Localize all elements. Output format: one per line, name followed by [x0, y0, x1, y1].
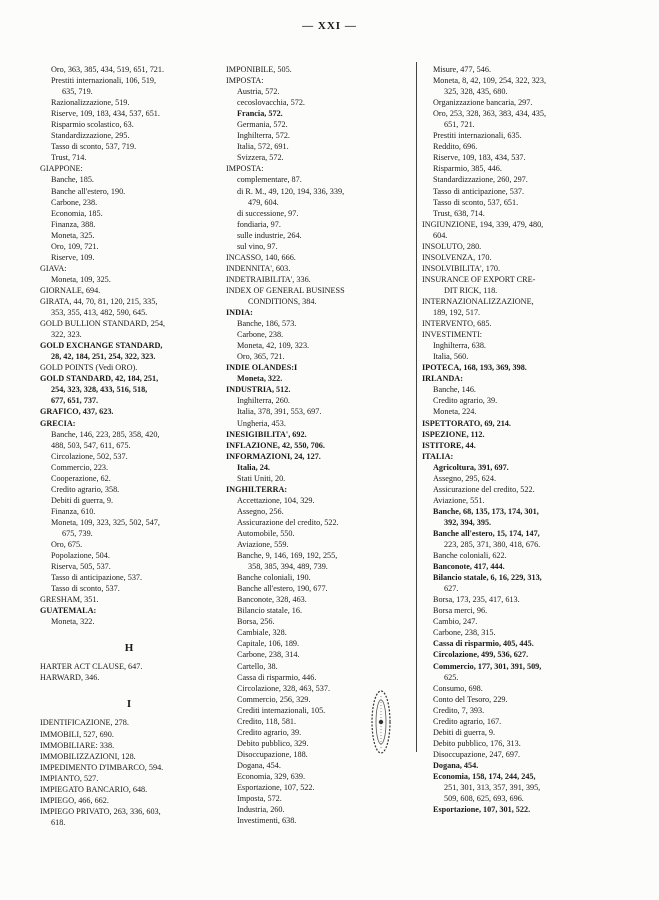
- index-subentry: Esportazione, 107, 522.: [237, 783, 315, 793]
- index-subentry: Disoccupazione, 247, 697.: [433, 749, 521, 759]
- index-heading-entry: IMPOSTA:: [226, 164, 264, 174]
- index-heading-entry: GOLD POINTS (Vedi ORO).: [40, 363, 138, 373]
- index-subentry: Banche, 185.: [51, 175, 94, 185]
- index-subentry: Moneta, 8, 42, 109, 254, 322, 323,: [433, 76, 547, 86]
- index-heading-entry: IMPIEGO, 466, 662.: [40, 795, 109, 805]
- index-column-3: [422, 64, 622, 815]
- index-subentry: 675, 739.: [62, 528, 93, 538]
- index-subentry: Debiti di guerra, 9.: [51, 495, 114, 505]
- index-heading-entry: INSOLVENZA, 170.: [422, 252, 492, 262]
- index-subentry: 479, 604.: [248, 197, 279, 207]
- index-heading-entry: INGIUNZIONE, 194, 339, 479, 480,: [422, 219, 544, 229]
- index-subentry: Commercio, 256, 329.: [237, 694, 311, 704]
- index-subentry: Trust, 714.: [51, 153, 87, 163]
- index-subentry: Francia, 572.: [237, 109, 283, 119]
- index-subentry: Italia, 24.: [237, 462, 270, 472]
- index-subentry: Oro, 109, 721.: [51, 241, 99, 251]
- index-subentry: 627.: [444, 584, 459, 594]
- index-subentry: Carbone, 238, 314.: [237, 650, 300, 660]
- index-subentry: Banche coloniali, 190.: [237, 573, 311, 583]
- index-subentry: Cooperazione, 62.: [51, 473, 111, 483]
- index-subentry: Commercio, 177, 301, 391, 509,: [433, 661, 542, 671]
- index-subentry: Banche all'estero, 190, 677.: [237, 584, 328, 594]
- index-subentry: Commercio, 223.: [51, 462, 109, 472]
- index-subentry: Stati Uniti, 20.: [237, 473, 286, 483]
- index-subentry: Trust, 638, 714.: [433, 208, 485, 218]
- column-divider: [416, 62, 417, 752]
- index-subentry: 28, 42, 184, 251, 254, 322, 323.: [51, 352, 156, 362]
- library-stamp: [366, 688, 396, 756]
- index-subentry: Borsa, 256.: [237, 617, 275, 627]
- index-heading-entry: GOLD STANDARD, 42, 184, 251,: [40, 374, 159, 384]
- index-subentry: Moneta, 322.: [237, 374, 283, 384]
- index-subentry: Circolazione, 502, 537.: [51, 451, 128, 461]
- index-subentry: di R. M., 49, 120, 194, 336, 339,: [237, 186, 345, 196]
- index-heading-entry: GRECIA:: [40, 418, 76, 428]
- index-subentry: Moneta, 109, 323, 325, 502, 547,: [51, 517, 160, 527]
- index-heading-entry: IRLANDA:: [422, 374, 463, 384]
- index-subentry: Prestiti internazionali, 106, 519,: [51, 76, 157, 86]
- index-subentry: Automobile, 550.: [237, 528, 295, 538]
- index-heading-entry: INTERVENTO, 685.: [422, 319, 492, 329]
- index-subentry: Tasso di anticipazione, 537.: [433, 186, 525, 196]
- index-subentry: Circolazione, 499, 536, 627.: [433, 650, 529, 660]
- index-heading-entry: ISTITORE, 44.: [422, 440, 476, 450]
- index-heading-entry: INTERNAZIONALIZZAZIONE,: [422, 296, 534, 306]
- index-subentry: Debito pubblico, 176, 313.: [433, 738, 521, 748]
- index-subentry: Riserva, 505, 537.: [51, 562, 111, 572]
- index-subentry: Carbone, 238.: [51, 197, 98, 207]
- index-subentry: sul vino, 97.: [237, 241, 278, 251]
- index-heading-entry: IMPIEGO PRIVATO, 263, 336, 603,: [40, 806, 161, 816]
- index-subentry: Economia, 185.: [51, 208, 103, 218]
- index-subentry: Popolazione, 504.: [51, 551, 110, 561]
- index-subentry: Tasso di anticipazione, 537.: [51, 573, 143, 583]
- index-heading-entry: INGHILTERRA:: [226, 484, 288, 494]
- index-subentry: Banche, 146, 223, 285, 358, 420,: [51, 429, 160, 439]
- index-subentry: Bilancio statale, 6, 16, 229, 313,: [433, 573, 542, 583]
- index-subentry: Cassa di risparmio, 446.: [237, 672, 317, 682]
- index-heading-entry: INDEX OF GENERAL BUSINESS: [226, 285, 345, 295]
- index-subentry: 651, 721.: [444, 120, 475, 130]
- index-subentry: Standardizzazione, 260, 297.: [433, 175, 528, 185]
- index-subentry: 223, 285, 371, 380, 418, 676.: [444, 540, 541, 550]
- index-subentry: Circolazione, 328, 463, 537.: [237, 683, 331, 693]
- index-subentry: Borsa merci, 96.: [433, 606, 488, 616]
- index-subentry: Misure, 477, 546.: [433, 65, 491, 74]
- index-heading-entry: GRESHAM, 351.: [40, 595, 99, 605]
- index-heading-entry: ISPETTORATO, 69, 214.: [422, 418, 511, 428]
- index-heading-entry: IMPIANTO, 527.: [40, 773, 99, 783]
- index-subentry: Crediti internazionali, 105.: [237, 705, 326, 715]
- index-subentry: Italia, 378, 391, 553, 697.: [237, 407, 322, 417]
- index-heading-entry: INFORMAZIONI, 24, 127.: [226, 451, 321, 461]
- index-subentry: Cambio, 247.: [433, 617, 478, 627]
- index-subentry: Banconote, 417, 444.: [433, 562, 505, 572]
- index-subentry: Industria, 260.: [237, 805, 285, 815]
- index-heading-entry: GIAVA:: [40, 263, 67, 273]
- index-subentry: Reddito, 696.: [433, 142, 478, 152]
- index-subentry: Banche, 9, 146, 169, 192, 255,: [237, 551, 338, 561]
- index-subentry: Oro, 675.: [51, 540, 83, 550]
- index-heading-entry: IMPEDIMENTO D'IMBARCO, 594.: [40, 762, 164, 772]
- index-subentry: Austria, 572.: [237, 87, 280, 97]
- index-subentry: Finanza, 388.: [51, 219, 96, 229]
- section-letter: I: [126, 698, 132, 711]
- index-subentry: Risparmio scolastico, 63.: [51, 120, 134, 130]
- index-subentry: DIT RICK, 118.: [444, 285, 498, 295]
- index-subentry: 488, 503, 547, 611, 675.: [51, 440, 131, 450]
- index-subentry: Aviazione, 559.: [237, 540, 289, 550]
- index-subentry: Banche all'estero, 190.: [51, 186, 126, 196]
- index-subentry: cecoslovacchia, 572.: [237, 98, 305, 108]
- index-heading-entry: INSURANCE OF EXPORT CRE-: [422, 274, 536, 284]
- index-heading-entry: GIORNALE, 694.: [40, 285, 101, 295]
- index-subentry: fondiaria, 97.: [237, 219, 281, 229]
- index-subentry: Banche, 68, 135, 173, 174, 301,: [433, 506, 539, 516]
- index-heading-entry: INESIGIBILITA', 692.: [226, 429, 307, 439]
- index-subentry: Aviazione, 551.: [433, 495, 485, 505]
- index-subentry: Credito agrario, 39.: [237, 727, 302, 737]
- index-subentry: Ungheria, 453.: [237, 418, 286, 428]
- index-subentry: complementare, 87.: [237, 175, 302, 185]
- index-heading-entry: INDIA:: [226, 308, 253, 318]
- page-number-header: — XXI —: [302, 20, 357, 32]
- index-subentry: 677, 651, 737.: [51, 396, 99, 406]
- index-subentry: Cassa di risparmio, 405, 445.: [433, 639, 534, 649]
- index-heading-entry: INDETRAIBILITA', 336.: [226, 274, 311, 284]
- index-subentry: Riserve, 109.: [51, 252, 95, 262]
- index-subentry: Tasso di sconto, 537, 719.: [51, 142, 137, 152]
- index-subentry: Moneta, 325.: [51, 230, 95, 240]
- index-subentry: Riserve, 109, 183, 434, 537, 651.: [51, 109, 160, 119]
- index-subentry: Inghilterra, 638.: [433, 341, 486, 351]
- index-heading-entry: GUATEMALA:: [40, 606, 97, 616]
- index-heading-entry: INDUSTRIA, 512.: [226, 385, 291, 395]
- index-subentry: Standardizzazione, 295.: [51, 131, 130, 141]
- index-subentry: Carbone, 238, 315.: [433, 628, 496, 638]
- index-subentry: 509, 608, 625, 693, 696.: [444, 794, 524, 804]
- index-subentry: 604.: [433, 230, 448, 240]
- index-subentry: Banche all'estero, 15, 174, 147,: [433, 528, 540, 538]
- index-subentry: Consumo, 698.: [433, 683, 483, 693]
- index-heading-entry: IMPOSTA:: [226, 76, 264, 86]
- index-subentry: Carbone, 238.: [237, 330, 284, 340]
- index-subentry: Prestiti internazionali, 635.: [433, 131, 522, 141]
- index-subentry: Investimenti, 638.: [237, 816, 297, 826]
- index-subentry: Agricoltura, 391, 697.: [433, 462, 509, 472]
- index-subentry: Riserve, 109, 183, 434, 537.: [433, 153, 526, 163]
- index-subentry: Tasso di sconto, 537, 651.: [433, 197, 519, 207]
- index-subentry: 625.: [444, 672, 459, 682]
- index-subentry: Cambiale, 328.: [237, 628, 287, 638]
- index-subentry: 618.: [51, 817, 66, 827]
- index-subentry: Credito, 118, 581.: [237, 716, 297, 726]
- index-subentry: Razionalizzazione, 519.: [51, 98, 130, 108]
- index-heading-entry: INDIE OLANDES:I: [226, 363, 298, 373]
- index-heading-entry: GIRATA, 44, 70, 81, 120, 215, 335,: [40, 296, 158, 306]
- index-subentry: Imposta, 572.: [237, 794, 282, 804]
- index-subentry: Moneta, 109, 325.: [51, 274, 111, 284]
- index-subentry: 325, 328, 435, 680.: [444, 87, 508, 97]
- index-subentry: 353, 355, 413, 482, 590, 645.: [51, 308, 148, 318]
- index-subentry: Risparmio, 385, 446.: [433, 164, 502, 174]
- index-subentry: Credito agrario, 358.: [51, 484, 120, 494]
- index-heading-entry: GIAPPONE:: [40, 164, 83, 174]
- index-heading-entry: HARWARD, 346.: [40, 673, 100, 683]
- index-subentry: Accettazione, 104, 329.: [237, 495, 315, 505]
- index-subentry: 251, 301, 313, 357, 391, 395,: [444, 783, 541, 793]
- index-subentry: CONDITIONS, 384.: [248, 296, 317, 306]
- index-subentry: Oro, 365, 721.: [237, 352, 285, 362]
- index-heading-entry: GOLD BULLION STANDARD, 254,: [40, 319, 166, 329]
- index-subentry: Dogana, 454.: [433, 760, 479, 770]
- index-subentry: Dogana, 454.: [237, 760, 281, 770]
- index-heading-entry: INFLAZIONE, 42, 550, 706.: [226, 440, 325, 450]
- index-subentry: Economia, 329, 639.: [237, 772, 305, 781]
- index-subentry: Bilancio statale, 16.: [237, 606, 303, 616]
- index-subentry: Debito pubblico, 329.: [237, 738, 309, 748]
- index-subentry: Oro, 363, 385, 434, 519, 651, 721.: [51, 65, 165, 74]
- index-heading-entry: IMPIEGATO BANCARIO, 648.: [40, 784, 148, 794]
- index-subentry: 322, 323.: [51, 330, 82, 340]
- index-subentry: Moneta, 42, 109, 323.: [237, 341, 310, 351]
- index-subentry: Italia, 560.: [433, 352, 469, 362]
- index-subentry: Banche, 186, 573.: [237, 319, 297, 329]
- index-subentry: Cartello, 38.: [237, 661, 278, 671]
- index-subentry: Inghilterra, 572.: [237, 131, 290, 141]
- index-subentry: Esportazione, 107, 301, 522.: [433, 805, 531, 815]
- index-heading-entry: IMPONIBILE, 505.: [226, 65, 292, 74]
- index-subentry: Credito agrario, 39.: [433, 396, 498, 406]
- index-subentry: Conto del Tesoro, 229.: [433, 694, 508, 704]
- index-heading-entry: IMMOBILIARE: 338.: [40, 740, 115, 750]
- index-subentry: Economia, 158, 174, 244, 245,: [433, 772, 536, 781]
- index-subentry: Moneta, 322.: [51, 617, 95, 627]
- index-heading-entry: IDENTIFICAZIONE, 278.: [40, 718, 129, 728]
- index-subentry: 392, 394, 395.: [444, 517, 492, 527]
- index-subentry: Tasso di sconto, 537.: [51, 584, 120, 594]
- index-subentry: Borsa, 173, 235, 417, 613.: [433, 595, 520, 605]
- index-heading-entry: IPOTECA, 168, 193, 369, 398.: [422, 363, 527, 373]
- index-subentry: 635, 719.: [62, 87, 93, 97]
- index-subentry: Assicurazione del credito, 522.: [433, 484, 535, 494]
- index-column-1: [40, 64, 218, 828]
- index-heading-entry: GRAFICO, 437, 623.: [40, 407, 114, 417]
- index-subentry: Assicurazione del credito, 522.: [237, 517, 339, 527]
- index-heading-entry: INDENNITA', 603.: [226, 263, 291, 273]
- index-subentry: Organizzazione bancaria, 297.: [433, 98, 533, 108]
- index-heading-entry: INSOLUTO, 280.: [422, 241, 482, 251]
- index-subentry: Germania, 572.: [237, 120, 288, 130]
- index-heading-entry: IMMOBILIZZAZIONI, 128.: [40, 751, 136, 761]
- index-subentry: Debiti di guerra, 9.: [433, 727, 496, 737]
- index-subentry: Moneta, 224.: [433, 407, 477, 417]
- index-subentry: Banche coloniali, 622.: [433, 551, 507, 561]
- index-subentry: Credito agrario, 167.: [433, 716, 502, 726]
- index-subentry: Banconote, 328, 463.: [237, 595, 307, 605]
- index-subentry: sulle industrie, 264.: [237, 230, 302, 240]
- index-subentry: 358, 385, 394, 489, 739.: [248, 562, 328, 572]
- index-subentry: Italia, 572, 691.: [237, 142, 289, 152]
- section-letter: H: [124, 642, 134, 655]
- index-subentry: 189, 192, 517.: [433, 308, 481, 318]
- index-subentry: di successione, 97.: [237, 208, 299, 218]
- index-heading-entry: INCASSO, 140, 666.: [226, 252, 296, 262]
- index-subentry: Svizzera, 572.: [237, 153, 284, 163]
- index-subentry: Assegno, 256.: [237, 506, 284, 516]
- index-subentry: Capitale, 106, 189.: [237, 639, 300, 649]
- index-subentry: Assegno, 295, 624.: [433, 473, 496, 483]
- index-subentry: Disoccupazione, 188.: [237, 749, 308, 759]
- index-heading-entry: ITALIA:: [422, 451, 454, 461]
- index-subentry: Credito, 7, 393.: [433, 705, 485, 715]
- index-heading-entry: IMMOBILI, 527, 690.: [40, 729, 114, 739]
- index-subentry: Finanza, 610.: [51, 506, 96, 516]
- index-subentry: Banche, 146.: [433, 385, 476, 395]
- index-heading-entry: INVESTIMENTI:: [422, 330, 483, 340]
- index-heading-entry: HARTER ACT CLAUSE, 647.: [40, 662, 143, 672]
- index-subentry: 254, 323, 328, 433, 516, 518,: [51, 385, 148, 395]
- index-heading-entry: GOLD EXCHANGE STANDARD,: [40, 341, 163, 351]
- index-heading-entry: INSOLVIBILITA', 170.: [422, 263, 501, 273]
- index-subentry: Inghilterra, 260.: [237, 396, 290, 406]
- index-heading-entry: ISPEZIONE, 112.: [422, 429, 485, 439]
- index-subentry: Oro, 253, 328, 363, 383, 434, 435,: [433, 109, 547, 119]
